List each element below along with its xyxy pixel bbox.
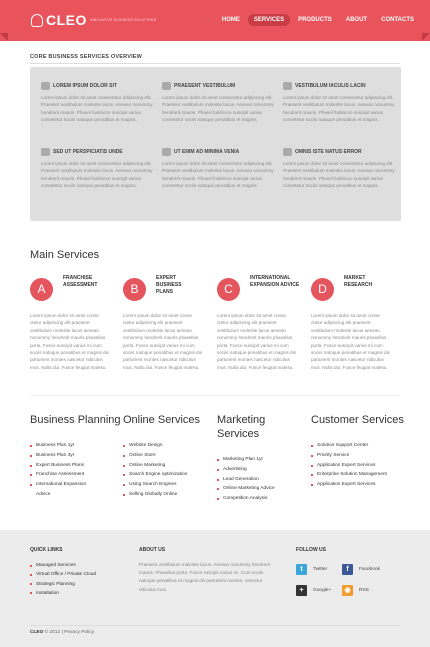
main-nav	[216, 14, 420, 26]
service-column-business	[30, 413, 122, 500]
main-service-label[interactable]: INTERNATIONAL EXPANSION ADVICE	[250, 275, 300, 288]
quick-link[interactable]: Managed Services	[30, 561, 96, 570]
briefcase-icon	[41, 82, 50, 90]
overview-item-text: Lorem ipsum dolor sit amet consectetur adipiscing elit. Praesent vestibulum molestie lacus. Aenean nonummy hendrerit mauris. Phasel fusilsicce suscipit varius consetetur sociis natoque penatibus et magnis.	[41, 95, 153, 122]
column-link[interactable]: Online Marketing	[123, 461, 215, 471]
overview-item-title[interactable]: PRAESENT VESTIBULUM	[174, 83, 236, 89]
overview-title: CORE BUSINESS SERVICES OVERVIEW	[30, 54, 143, 60]
column-title: Customer Services	[311, 414, 404, 426]
social-label: Google+	[313, 588, 332, 593]
nav-services[interactable]: SERVICES	[248, 14, 290, 26]
copyright-brand: CLEO	[30, 630, 44, 635]
column-link[interactable]: Application Expert Services	[311, 480, 411, 490]
copyright-text: © 2012	[44, 630, 61, 635]
main-service-text: Lorem ipsum dolor sit amet conse ctetur adipiscing elit praesent vestibulum molestie lacus aenean nonummy hendrerit mauris phasellus porta. Fusce suscipit varius mi cum sociis natoque penatibus et magnis dis parturient montes nascetur ridiculus mus. Nulla dui. Fusce feugiat malesu.	[311, 313, 390, 370]
logo-tagline: INNOVATIVE BUSINESS SOLUTIONS	[89, 18, 157, 22]
about-text: Praesent vestibulum molestie lacus. Aenean nonummy hendrerit mauris. Phasellus porta. Fusce suscipit varius mi. Cum sociis natoque penatibus et magnis dis parturient montes, nascetur ridiculus mus.	[139, 562, 270, 592]
overview-item	[162, 82, 280, 123]
column-link[interactable]: Franchise Assessment	[30, 470, 122, 480]
rss-icon: ◉	[342, 585, 353, 596]
column-title: Online Services	[123, 414, 201, 426]
overview-item	[41, 148, 159, 189]
column-link[interactable]: Solution Support Center	[311, 441, 411, 451]
quick-link[interactable]: Virtual Office / Private Cloud	[30, 570, 96, 579]
overview-item-title[interactable]: OMNIS ISTE NATUS ERROR	[295, 149, 362, 155]
column-link[interactable]: Enterprise Solution Management	[311, 470, 411, 480]
column-link[interactable]: Lead Generation	[217, 475, 309, 485]
overview-item-title[interactable]: SED UT PERSPICIATIS UNDE	[53, 149, 123, 155]
rss-link[interactable]	[342, 585, 369, 596]
overview-item-text: Lorem ipsum dolor sit amet consectetur adipiscing elit. Praesent vestibulum molestie lacus. Aenean nonummy hendrerit mauris. Phasel fusilsicce suscipit varius consetetur sociis natoque penatibus et magnis.	[283, 161, 395, 188]
service-column-customer	[311, 413, 411, 490]
piggy-bank-icon	[283, 82, 292, 90]
divider	[30, 625, 400, 626]
main-service-label[interactable]: MARKET RESEARCH	[344, 275, 373, 288]
nav-home[interactable]: HOME	[221, 17, 240, 23]
column-link[interactable]: Marketing Plan 1yr	[217, 455, 309, 465]
quick-link[interactable]: Strategic Planning	[30, 580, 96, 589]
leaf-icon	[41, 148, 50, 156]
main-service-text: Lorem ipsum dolor sit amet conse ctetur adipiscing elit praesent vestibulum molestie lacus aenean nonummy hendrerit mauris phasellus porta. Fusce suscipit varius mi cum sociis natoque penatibus et magnis dis parturient montes nascetur ridiculus mus. Nulla dui. Fusce feugiat malesu.	[123, 313, 202, 370]
logo-text: CLEO	[46, 12, 87, 28]
divider	[30, 395, 400, 396]
column-link[interactable]: Expert Business Plans	[30, 461, 122, 471]
column-title: Business Planning	[30, 414, 121, 426]
twitter-link[interactable]	[296, 564, 327, 575]
quick-links-title: QUICK LINKS	[30, 547, 63, 553]
letter-badge: B	[123, 278, 146, 301]
overview-item-title[interactable]: LOREM IPSUM DOLOR SIT	[53, 83, 117, 89]
ribbon-right-fold	[422, 33, 430, 41]
column-link[interactable]: Priority Service	[311, 451, 411, 461]
column-link[interactable]: International Expansion Advice	[30, 480, 100, 500]
social-label: Twitter	[313, 567, 328, 572]
letter-badge: D	[311, 278, 334, 301]
social-label: Facebook	[359, 567, 381, 572]
overview-item	[283, 148, 401, 189]
ribbon-left-fold	[0, 33, 8, 41]
users-icon	[283, 148, 292, 156]
google-plus-icon: +	[296, 585, 307, 596]
column-link[interactable]: Competition Analysis	[217, 494, 309, 504]
header	[0, 0, 430, 41]
column-link[interactable]: Using Search Engines	[123, 480, 215, 490]
overview-item	[162, 148, 280, 189]
main-service-label[interactable]: FRANCHISE ASSESSMENT	[63, 275, 98, 288]
nav-about[interactable]: ABOUT	[345, 17, 368, 23]
column-link[interactable]: Online Store	[123, 451, 215, 461]
main-service-text: Lorem ipsum dolor sit amet conse ctetur adipiscing elit praesent vestibulum molestie lacus aenean nonummy hendrerit mauris phasellus porta. Fusce suscipit varius mi cum sociis natoque penatibus et magnis dis parturient montes nascetur ridiculus mus. Nulla dui. Fusce feugiat malesu.	[30, 313, 109, 370]
column-title: Marketing Services	[217, 414, 266, 440]
quick-links	[30, 561, 96, 598]
overview-panel	[30, 67, 401, 221]
column-link[interactable]: Search Engine optimization	[123, 470, 215, 480]
overview-item-text: Lorem ipsum dolor sit amet consectetur adipiscing elit. Praesent vestibulum molestie lacus. Aenean nonummy hendrerit mauris. Phasel fusilsicce suscipit varius consetetur sociis natoque penatibus et magnis.	[162, 95, 274, 122]
monitor-icon	[162, 82, 171, 90]
privacy-link[interactable]: Privacy Policy	[64, 630, 95, 635]
column-link[interactable]: Selling Globally Online	[123, 490, 215, 500]
nav-contacts[interactable]: CONTACTS	[381, 17, 414, 23]
overview-item	[41, 82, 159, 123]
column-link[interactable]: Advertising	[217, 465, 309, 475]
facebook-icon: f	[342, 564, 353, 575]
column-link[interactable]: Online Marketing Advice	[217, 484, 309, 494]
main-service-label[interactable]: EXPERT BUSINESS PLANS	[156, 275, 182, 295]
edit-icon	[162, 148, 171, 156]
service-column-marketing	[217, 413, 309, 504]
column-link[interactable]: Business Plan 3yr	[30, 451, 122, 461]
facebook-link[interactable]	[342, 564, 380, 575]
letter-badge: A	[30, 278, 53, 301]
main-services-title: Main Services	[30, 249, 100, 261]
follow-title: FOLLOW US	[296, 547, 326, 553]
lightbulb-icon	[31, 14, 43, 27]
column-link[interactable]: Website Design	[123, 441, 215, 451]
quick-link[interactable]: Installation	[30, 589, 96, 598]
column-link[interactable]: Application Expert Services	[311, 461, 411, 471]
letter-badge: C	[217, 278, 240, 301]
copyright: CLEO © 2012 | Privacy Policy	[30, 630, 95, 635]
overview-item-title[interactable]: VESTIBULUM IACULIS LACIN	[295, 83, 366, 89]
overview-item-text: Lorem ipsum dolor sit amet consectetur adipiscing elit. Praesent vestibulum molestie lacus. Aenean nonummy hendrerit mauris. Phasel fusilsicce suscipit varius consetetur sociis natoque penatibus et magnis.	[283, 95, 395, 122]
overview-item-text: Lorem ipsum dolor sit amet consectetur adipiscing elit. Praesent vestibulum molestie lacus. Aenean nonummy hendrerit mauris. Phasel fusilsicce suscipit varius consetetur sociis natoque penatibus et magnis.	[162, 161, 274, 188]
service-column-online	[123, 413, 215, 500]
logo[interactable]	[31, 12, 156, 28]
nav-products[interactable]: PRODUCTS	[298, 17, 332, 23]
social-label: RSS	[359, 588, 369, 593]
overview-item	[283, 82, 401, 123]
about-title: ABOUT US	[139, 547, 166, 553]
overview-item-title[interactable]: UT ENIM AD MINIMA VENIA	[174, 149, 240, 155]
main-service-text: Lorem ipsum dolor sit amet conse ctetur adipiscing elit praesent vestibulum molestie lacus aenean nonummy hendrerit mauris phasellus porta. Fusce suscipit varius mi cum sociis natoque penatibus et magnis dis parturient montes nascetur ridiculus mus. Nulla dui. Fusce feugiat malesu.	[217, 313, 296, 370]
twitter-icon: t	[296, 564, 307, 575]
overview-item-text: Lorem ipsum dolor sit amet consectetur adipiscing elit. Praesent vestibulum molestie lacus. Aenean nonummy hendrerit mauris. Phasel fusilsicce suscipit varius consetetur sociis natoque penatibus et magnis.	[41, 161, 153, 188]
column-link[interactable]: Business Plan 1yr	[30, 441, 122, 451]
divider	[30, 63, 400, 64]
google-plus-link[interactable]	[296, 585, 331, 596]
